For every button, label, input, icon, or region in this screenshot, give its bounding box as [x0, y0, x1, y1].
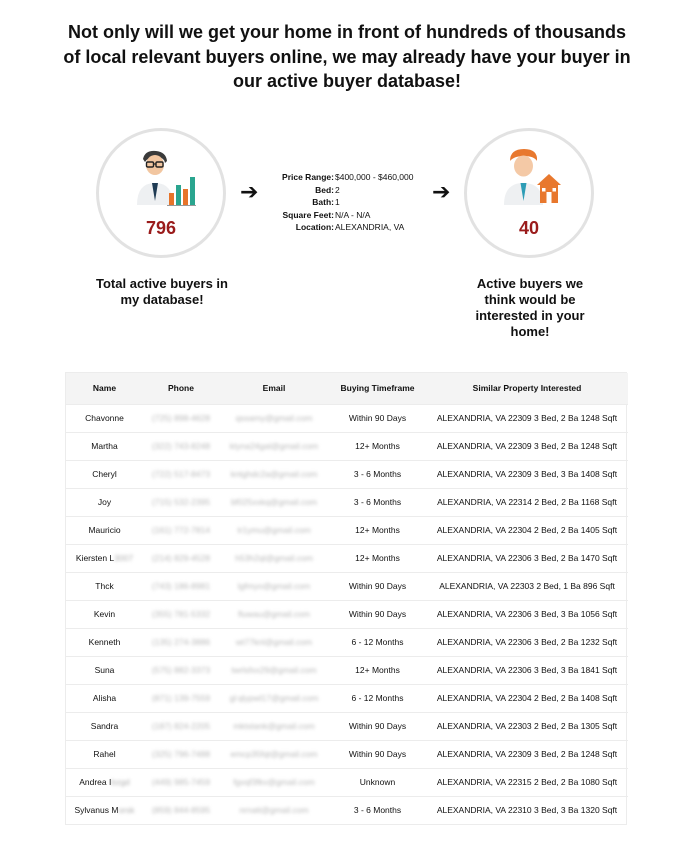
cell-property: ALEXANDRIA, VA 22304 2 Bed, 2 Ba 1405 Sqft	[426, 516, 628, 544]
criteria-label: Bath:	[312, 197, 334, 207]
cell-name	[66, 768, 143, 796]
cell-email: emcp35fqt@gmail.com	[219, 740, 329, 768]
cell-phone: (325) 796-7488	[143, 740, 219, 768]
cell-email: mktstank@gmail.com	[219, 712, 329, 740]
criteria-bath	[262, 196, 413, 209]
cell-property: ALEXANDRIA, VA 22310 3 Bed, 3 Ba 1320 Sqft	[426, 796, 628, 824]
cell-phone: (725) 898-4628	[143, 404, 219, 432]
table-row	[66, 768, 628, 796]
cell-name	[66, 488, 143, 516]
cell-property: ALEXANDRIA, VA 22309 3 Bed, 2 Ba 1248 Sqft	[426, 740, 628, 768]
agent-with-house-icon	[497, 147, 565, 207]
cell-phone: (355) 781-5332	[143, 600, 219, 628]
cell-timeframe: Within 90 Days	[329, 404, 426, 432]
buyer-name: Alisha	[92, 693, 117, 703]
criteria-location	[262, 221, 413, 234]
buyer-name: Kenneth	[88, 637, 121, 647]
table-header-row	[66, 373, 628, 404]
cell-timeframe: 6 - 12 Months	[329, 628, 426, 656]
table-row	[66, 516, 628, 544]
cell-timeframe: Within 90 Days	[329, 712, 426, 740]
interested-buyers-caption: Active buyers we think would be interested in your home!	[475, 276, 585, 339]
cell-email: nrnatt@gmail.com	[219, 796, 329, 824]
cell-name	[66, 796, 143, 824]
buyer-name: Martha	[91, 441, 118, 451]
cell-timeframe: 12+ Months	[329, 656, 426, 684]
cell-timeframe: Within 90 Days	[329, 600, 426, 628]
cell-timeframe: Within 90 Days	[329, 572, 426, 600]
table-row	[66, 712, 628, 740]
arrow-right-icon: ➔	[432, 179, 451, 204]
cell-property: ALEXANDRIA, VA 22309 3 Bed, 3 Ba 1408 Sqft	[426, 460, 628, 488]
cell-phone: (575) 882-3373	[143, 656, 219, 684]
cell-timeframe: 12+ Months	[329, 544, 426, 572]
cell-email: tr1ymu@gmail.com	[219, 516, 329, 544]
total-buyers-count: 796	[145, 218, 177, 238]
cell-name	[66, 572, 143, 600]
cell-phone: (715) 532-2395	[143, 488, 219, 516]
cell-property: ALEXANDRIA, VA 22306 3 Bed, 3 Ba 1841 Sqft	[426, 656, 628, 684]
arrow-right-icon: ➔	[240, 179, 259, 204]
cell-name	[66, 460, 143, 488]
cell-name	[66, 684, 143, 712]
buyer-name-redacted: orsk	[118, 805, 135, 815]
buyer-name-redacted: 3007	[114, 553, 134, 563]
cell-name	[66, 516, 143, 544]
cell-timeframe: 6 - 12 Months	[329, 684, 426, 712]
header-timeframe: Buying Timeframe	[340, 383, 415, 394]
cell-name	[66, 544, 143, 572]
agent-with-chart-icon	[129, 147, 197, 207]
cell-phone: (135) 274-3886	[143, 628, 219, 656]
buyer-name: Sandra	[90, 721, 119, 731]
header-email: Email	[262, 383, 286, 394]
cell-name	[66, 628, 143, 656]
cell-email: twrlsfxx29@gmail.com	[219, 656, 329, 684]
table-row	[66, 572, 628, 600]
buyer-name: Rahel	[93, 749, 116, 759]
criteria-value: $400,000 - $460,000	[335, 172, 414, 182]
table-row	[66, 432, 628, 460]
criteria-value: ALEXANDRIA, VA	[335, 222, 405, 232]
cell-phone: (722) 517-8473	[143, 460, 219, 488]
cell-email: wt77knl@gmail.com	[219, 628, 329, 656]
buyer-name-redacted: bzgd	[111, 777, 130, 787]
table-row	[66, 656, 628, 684]
cell-email: lgfmyo@gmail.com	[219, 572, 329, 600]
buyer-name: Joy	[97, 497, 112, 507]
cell-phone: (214) 829-4528	[143, 544, 219, 572]
cell-email: qssamy@gmail.com	[219, 404, 329, 432]
cell-property: ALEXANDRIA, VA 22309 3 Bed, 2 Ba 1248 Sqft	[426, 432, 628, 460]
cell-timeframe: 12+ Months	[329, 516, 426, 544]
cell-property: ALEXANDRIA, VA 22306 3 Bed, 3 Ba 1056 Sqft	[426, 600, 628, 628]
cell-property: ALEXANDRIA, VA 22303 2 Bed, 2 Ba 1305 Sqft	[426, 712, 628, 740]
header-property: Similar Property Interested	[472, 383, 582, 394]
criteria-price-range	[262, 171, 413, 184]
interested-buyers-count: 40	[518, 218, 540, 238]
cell-name	[66, 712, 143, 740]
cell-timeframe: 12+ Months	[329, 432, 426, 460]
criteria-value: N/A - N/A	[335, 209, 371, 220]
table-row	[66, 628, 628, 656]
interested-buyers-circle	[464, 128, 594, 258]
cell-timeframe: 3 - 6 Months	[329, 488, 426, 516]
cell-timeframe: Within 90 Days	[329, 740, 426, 768]
buyer-name: Chavonne	[85, 413, 124, 423]
criteria-label: Price Range:	[282, 172, 334, 182]
criteria-bed	[262, 184, 413, 197]
cell-phone: (859) 844-8595	[143, 796, 219, 824]
header-phone: Phone	[168, 383, 194, 394]
buyer-name: Kevin	[93, 609, 116, 619]
buyer-name: Kiersten L	[75, 553, 115, 563]
buyer-name: Cheryl	[92, 469, 117, 479]
table-row	[66, 600, 628, 628]
table-row	[66, 460, 628, 488]
cell-property: ALEXANDRIA, VA 22303 2 Bed, 1 Ba 896 Sqft	[426, 572, 628, 600]
cell-name	[66, 600, 143, 628]
criteria-label: Location:	[295, 222, 334, 232]
buyer-name: Thck	[95, 581, 114, 591]
cell-name	[66, 740, 143, 768]
cell-name	[66, 432, 143, 460]
buyer-table	[65, 372, 627, 825]
cell-phone: (449) 985-7459	[143, 768, 219, 796]
search-criteria	[262, 171, 413, 234]
cell-timeframe: 3 - 6 Months	[329, 796, 426, 824]
criteria-label: Bed:	[315, 184, 334, 195]
cell-email: gl qlypwl17@gmail.com	[219, 684, 329, 712]
table-row	[66, 544, 628, 572]
cell-email: bf025xxkq@gmail.com	[219, 488, 329, 516]
criteria-value: 2	[335, 184, 340, 195]
cell-email: ktyna24gal@gmail.com	[219, 432, 329, 460]
cell-property: ALEXANDRIA, VA 22309 3 Bed, 2 Ba 1248 Sqft	[426, 404, 628, 432]
cell-property: ALEXANDRIA, VA 22304 2 Bed, 2 Ba 1408 Sqft	[426, 684, 628, 712]
cell-email: h53h2ql@gmail.com	[219, 544, 329, 572]
cell-email: fluwau@gmail.com	[219, 600, 329, 628]
cell-name	[66, 656, 143, 684]
buyer-name: Suna	[94, 665, 115, 675]
cell-name	[66, 404, 143, 432]
criteria-label: Square Feet:	[282, 209, 334, 220]
cell-property: ALEXANDRIA, VA 22315 2 Bed, 2 Ba 1080 Sqft	[426, 768, 628, 796]
total-buyers-caption: Total active buyers in my database!	[96, 276, 228, 307]
header-name: Name	[92, 383, 117, 394]
buyer-name: Sylvanus M	[74, 805, 119, 815]
cell-phone: (743) 186-8981	[143, 572, 219, 600]
headline: Not only will we get your home in front of hundreds of thousands of local relevant buyers online, we may already have your buyer in our active buyer database!	[63, 22, 631, 91]
table-row	[66, 740, 628, 768]
cell-email: fgvqf3fkv@gmail.com	[219, 768, 329, 796]
criteria-value: 1	[335, 197, 340, 207]
buyer-name: Andrea I	[79, 777, 112, 787]
cell-phone: (871) 139-7559	[143, 684, 219, 712]
cell-timeframe: Unknown	[329, 768, 426, 796]
criteria-square-feet	[262, 209, 413, 222]
total-buyers-circle	[96, 128, 226, 258]
cell-phone: (322) 743-8248	[143, 432, 219, 460]
table-row	[66, 684, 628, 712]
table-row	[66, 796, 628, 824]
cell-phone: (161) 772-7814	[143, 516, 219, 544]
cell-property: ALEXANDRIA, VA 22306 3 Bed, 2 Ba 1470 Sqft	[426, 544, 628, 572]
table-row	[66, 488, 628, 516]
cell-timeframe: 3 - 6 Months	[329, 460, 426, 488]
cell-email: kntghdc2a@gmail.com	[219, 460, 329, 488]
buyer-name: Mauricio	[88, 525, 121, 535]
cell-property: ALEXANDRIA, VA 22306 3 Bed, 2 Ba 1232 Sqft	[426, 628, 628, 656]
cell-property: ALEXANDRIA, VA 22314 2 Bed, 2 Ba 1168 Sqft	[426, 488, 628, 516]
table-row	[66, 404, 628, 432]
cell-phone: (187) 824-2205	[143, 712, 219, 740]
